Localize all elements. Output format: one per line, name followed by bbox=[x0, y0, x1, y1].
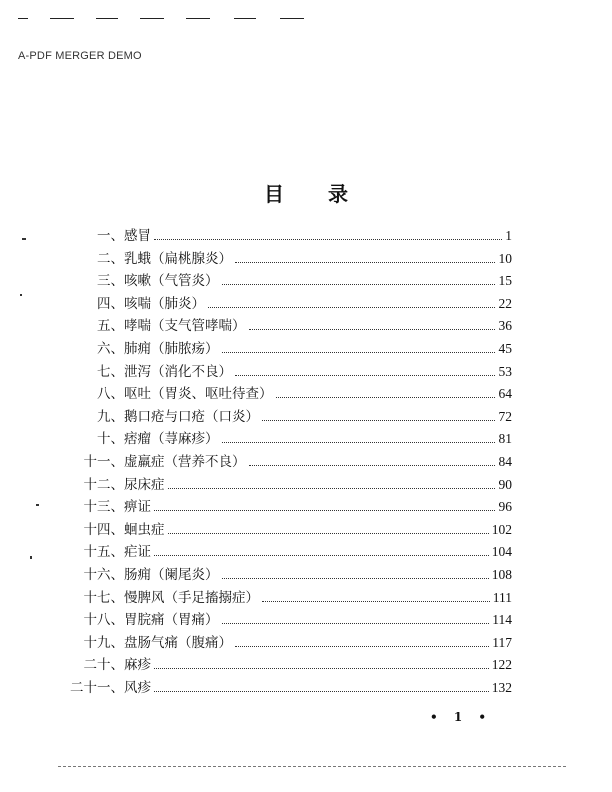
toc-entry-label: 麻疹 bbox=[124, 657, 151, 674]
toc-leader-dots bbox=[168, 488, 495, 489]
toc-entry-number: 十九、 bbox=[83, 634, 124, 651]
toc-entry-label: 虚羸症（营养不良） bbox=[124, 454, 246, 470]
toc-entry-page: 108 bbox=[491, 567, 512, 582]
top-rule-5 bbox=[186, 18, 210, 19]
toc-entry-label: 咳嗽（气管炎） bbox=[124, 273, 219, 290]
toc-entry-label: 疟证 bbox=[124, 544, 151, 561]
toc-leader-dots bbox=[262, 601, 490, 602]
toc-entry-number: 四、 bbox=[97, 295, 124, 312]
toc-entry-label: 呕吐（胃炎、呕吐待查） bbox=[124, 386, 273, 403]
toc-entry bbox=[0, 452, 612, 472]
toc-entry bbox=[0, 588, 612, 608]
toc-entry-number: 十六、 bbox=[83, 567, 124, 583]
toc-entry-number: 十一、 bbox=[83, 454, 124, 470]
toc-entry-number: 十五、 bbox=[83, 544, 124, 561]
toc-leader-dots bbox=[154, 691, 489, 692]
toc-entry-page: 81 bbox=[498, 431, 512, 447]
footer-page-number: • 1 • bbox=[430, 710, 493, 724]
toc-entry bbox=[0, 362, 612, 382]
toc-entry-number: 九、 bbox=[97, 408, 124, 425]
toc-entry-label: 哮喘（支气管哮喘） bbox=[124, 318, 246, 335]
toc-leader-dots bbox=[235, 262, 495, 263]
toc-entry-page: 64 bbox=[498, 386, 512, 402]
toc-entry-page: 90 bbox=[498, 476, 512, 492]
toc-entry-label: 咳喘（肺炎） bbox=[124, 295, 205, 312]
toc-entry-label: 痹证 bbox=[124, 499, 151, 516]
toc-entry-label: 蛔虫症 bbox=[124, 521, 165, 538]
toc-entry-label: 胃脘痛（胃痛） bbox=[124, 612, 219, 629]
toc-leader-dots bbox=[154, 555, 489, 556]
toc-entry bbox=[0, 497, 612, 517]
toc-entry bbox=[0, 565, 612, 585]
toc-entry-label: 肺痈（肺脓疡） bbox=[124, 341, 219, 357]
toc-entry-number: 十三、 bbox=[83, 499, 124, 516]
toc-entry-label: 肠痈（阑尾炎） bbox=[124, 567, 219, 583]
toc-leader-dots bbox=[222, 442, 495, 443]
toc-entry bbox=[0, 339, 612, 359]
toc-entry bbox=[0, 610, 612, 630]
toc-leader-dots bbox=[168, 533, 489, 534]
toc-leader-dots bbox=[222, 352, 495, 353]
toc-entry bbox=[0, 542, 612, 562]
toc-entry bbox=[0, 384, 612, 404]
toc-entry bbox=[0, 271, 612, 291]
toc-entry-number: 五、 bbox=[97, 318, 124, 335]
page-title bbox=[0, 178, 612, 207]
toc-entry-number: 一、 bbox=[97, 228, 124, 244]
toc-entry bbox=[0, 655, 612, 675]
toc-leader-dots bbox=[222, 578, 489, 579]
toc-entry bbox=[0, 475, 612, 495]
toc-leader-dots bbox=[222, 623, 489, 624]
toc-entry bbox=[0, 429, 612, 449]
toc-entry-page: 122 bbox=[491, 657, 512, 673]
toc-entry-number: 八、 bbox=[97, 386, 124, 403]
toc-entry-number: 二、 bbox=[97, 250, 124, 267]
toc-entry-page: 72 bbox=[498, 408, 512, 424]
margin-speck bbox=[22, 238, 26, 240]
toc-entry-page: 10 bbox=[498, 250, 512, 266]
top-rule-3 bbox=[96, 18, 118, 19]
toc-entry-label: 鹅口疮与口疮（口炎） bbox=[124, 408, 259, 425]
toc-leader-dots bbox=[262, 420, 495, 421]
top-rule-1 bbox=[18, 18, 28, 19]
toc-entry bbox=[0, 226, 612, 246]
toc-leader-dots bbox=[154, 668, 489, 669]
toc-entry-page: 104 bbox=[491, 544, 512, 560]
toc-entry-label: 慢脾风（手足搐搦症） bbox=[124, 589, 259, 606]
toc-entry-page: 132 bbox=[491, 680, 512, 695]
bottom-rule bbox=[58, 766, 566, 767]
margin-speck bbox=[30, 556, 32, 559]
title-char-1: 目 bbox=[264, 182, 284, 206]
toc-leader-dots bbox=[222, 284, 495, 285]
toc-leader-dots bbox=[208, 307, 495, 308]
toc-entry-number: 二十一、 bbox=[70, 680, 124, 696]
toc-entry-page: 53 bbox=[498, 363, 512, 379]
toc-leader-dots bbox=[249, 465, 495, 466]
toc-entry-label: 泄泻（消化不良） bbox=[124, 363, 232, 380]
toc-entry bbox=[0, 294, 612, 314]
toc-entry bbox=[0, 249, 612, 269]
toc-entry-number: 二十、 bbox=[83, 657, 124, 674]
toc-entry-page: 15 bbox=[498, 273, 512, 289]
margin-speck bbox=[20, 294, 22, 296]
toc-entry-page: 111 bbox=[492, 589, 512, 605]
toc-entry-number: 十、 bbox=[97, 431, 124, 448]
top-rule-2 bbox=[50, 18, 74, 19]
toc-entry-page: 117 bbox=[492, 634, 512, 650]
toc-entry-number: 七、 bbox=[97, 363, 124, 380]
toc-leader-dots bbox=[235, 646, 489, 647]
margin-speck bbox=[36, 504, 39, 506]
toc-entry bbox=[0, 678, 612, 698]
toc-entry-label: 尿床症 bbox=[124, 476, 165, 493]
top-rule-6 bbox=[234, 18, 256, 19]
toc-entry bbox=[0, 633, 612, 653]
toc-entry-page: 84 bbox=[498, 454, 512, 469]
toc-entry-page: 102 bbox=[491, 521, 512, 537]
toc-entry-number: 十七、 bbox=[83, 589, 124, 606]
title-char-2: 录 bbox=[328, 182, 348, 206]
toc-entry bbox=[0, 407, 612, 427]
toc-leader-dots bbox=[154, 239, 502, 240]
toc-entry-page: 36 bbox=[498, 318, 512, 334]
top-rule-7 bbox=[280, 18, 304, 19]
toc-entry-label: 痞瘤（荨麻疹） bbox=[124, 431, 219, 448]
toc-entry-page: 22 bbox=[498, 295, 512, 311]
toc-entry-label: 盘肠气痛（腹痛） bbox=[124, 634, 232, 651]
toc-entry-number: 十八、 bbox=[83, 612, 124, 629]
watermark: A-PDF MERGER DEMO bbox=[18, 50, 142, 62]
toc-leader-dots bbox=[276, 397, 495, 398]
toc-leader-dots bbox=[249, 329, 495, 330]
toc-entry-label: 乳蛾（扁桃腺炎） bbox=[124, 250, 232, 267]
toc-entry-page: 45 bbox=[498, 341, 512, 356]
toc-entry bbox=[0, 316, 612, 336]
toc-entry-number: 十四、 bbox=[83, 521, 124, 538]
toc-entry-page: 1 bbox=[505, 228, 512, 243]
toc-entry-number: 十二、 bbox=[83, 476, 124, 493]
toc-entry-number: 三、 bbox=[97, 273, 124, 290]
top-rule-4 bbox=[140, 18, 164, 19]
toc-entry-label: 风疹 bbox=[124, 680, 151, 696]
toc-entry-label: 感冒 bbox=[124, 228, 151, 244]
toc-entry bbox=[0, 520, 612, 540]
toc-entry-page: 114 bbox=[492, 612, 512, 628]
toc-leader-dots bbox=[154, 510, 495, 511]
toc-entry-page: 96 bbox=[498, 499, 512, 515]
toc-entry-number: 六、 bbox=[97, 341, 124, 357]
toc-leader-dots bbox=[235, 375, 495, 376]
